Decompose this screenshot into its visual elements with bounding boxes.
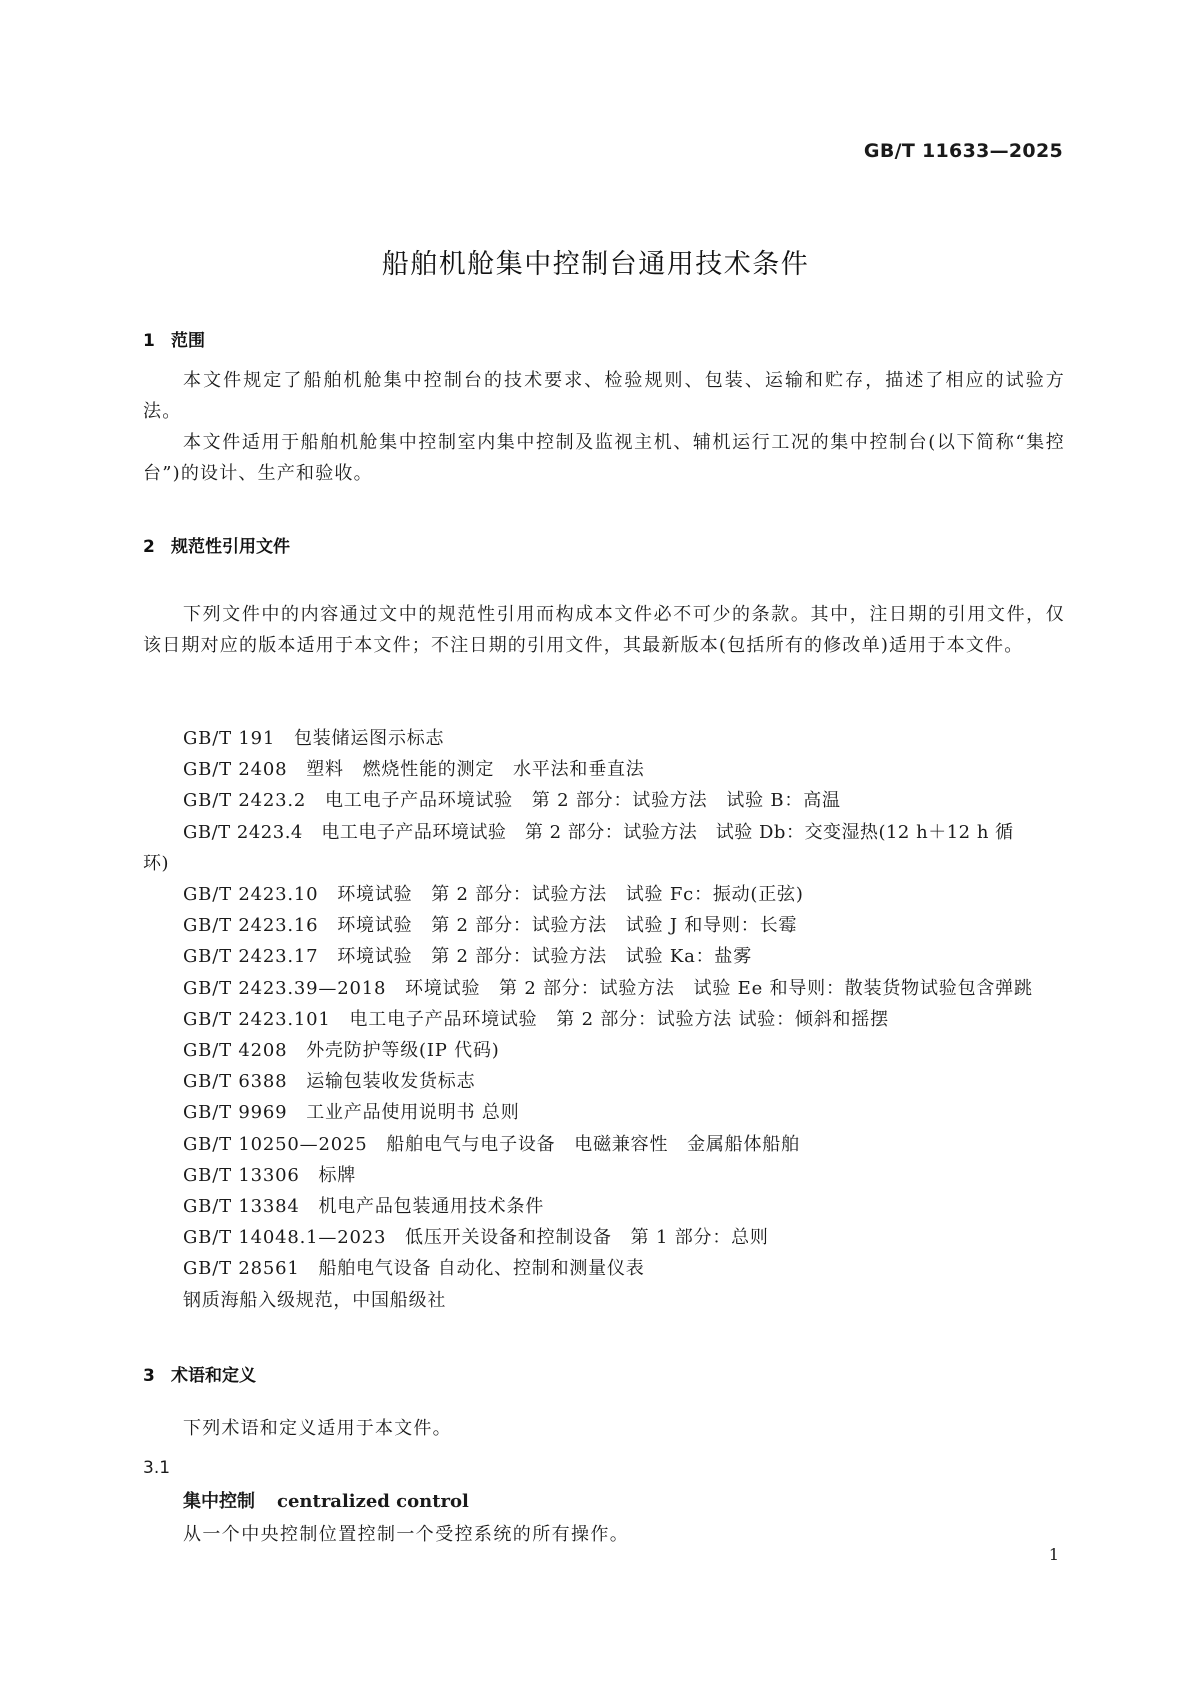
term-heading — [183, 1487, 469, 1513]
reference-item: GB/T 6388 运输包装收发货标志 — [183, 1071, 476, 1093]
term-definition: 从一个中央控制位置控制一个受控系统的所有操作。 — [183, 1524, 630, 1545]
reference-item: GB/T 2423.10 环境试验 第 2 部分：试验方法 试验 Fc：振动(正弦) — [183, 884, 804, 906]
paragraph: 下列术语和定义适用于本文件。 — [183, 1418, 452, 1439]
reference-item: GB/T 14048.1—2023 低压开关设备和控制设备 第 1 部分：总则 — [183, 1227, 769, 1249]
reference-item: GB/T 4208 外壳防护等级(IP 代码) — [183, 1040, 500, 1062]
standard-code: GB/T 11633—2025 — [863, 140, 1063, 162]
reference-item: GB/T 2423.17 环境试验 第 2 部分：试验方法 试验 Ka：盐雾 — [183, 946, 753, 968]
reference-item: 钢质海船入级规范，中国船级社 — [183, 1289, 447, 1311]
page-number: 1 — [1048, 1545, 1059, 1564]
paragraph: 本文件适用于船舶机舱集中控制室内集中控制及监视主机、辅机运行工况的集中控制台(以下简称“集控台”)的设计、生产和验收。 — [143, 432, 1065, 484]
section-title: 范围 — [171, 331, 205, 351]
reference-item: GB/T 2423.39—2018 环境试验 第 2 部分：试验方法 试验 Ee 和导则：散装货物试验包含弹跳 — [183, 977, 1033, 999]
reference-item: GB/T 13384 机电产品包装通用技术条件 — [183, 1196, 545, 1218]
reference-item — [143, 817, 1065, 879]
section-title: 规范性引用文件 — [171, 537, 290, 557]
reference-continuation: 环) — [143, 852, 170, 874]
section-title: 术语和定义 — [171, 1366, 256, 1386]
term-name-zh: 集中控制 — [183, 1491, 255, 1512]
reference-item: GB/T 10250—2025 船舶电气与电子设备 电磁兼容性 金属船体船舶 — [183, 1133, 800, 1155]
section-1-heading — [143, 326, 205, 351]
paragraph: 本文件规定了船舶机舱集中控制台的技术要求、检验规则、包装、运输和贮存，描述了相应的试验方法。 — [143, 370, 1065, 422]
section-number: 3 — [143, 1366, 155, 1386]
reference-text: GB/T 2423.4 电工电子产品环境试验 第 2 部分：试验方法 试验 Db：交变湿热(12 h＋12 h 循 — [183, 821, 1014, 843]
reference-item: GB/T 13306 标牌 — [183, 1164, 357, 1186]
document-title: 船舶机舱集中控制台通用技术条件 — [381, 249, 810, 280]
section-number: 2 — [143, 537, 155, 557]
reference-item: GB/T 2408 塑料 燃烧性能的测定 水平法和垂直法 — [183, 759, 645, 781]
reference-item: GB/T 28561 船舶电气设备 自动化、控制和测量仪表 — [183, 1258, 645, 1280]
section-number: 1 — [143, 331, 155, 351]
reference-item: GB/T 2423.2 电工电子产品环境试验 第 2 部分：试验方法 试验 B：高温 — [183, 790, 841, 812]
reference-item: GB/T 191 包装储运图示标志 — [183, 728, 445, 749]
paragraph: 下列文件中的内容通过文中的规范性引用而构成本文件必不可少的条款。其中，注日期的引用文件，仅该日期对应的版本适用于本文件；不注日期的引用文件，其最新版本(包括所有的修改单)适用于本文件。 — [143, 604, 1065, 656]
section-3-heading — [143, 1361, 256, 1386]
term-number: 3.1 — [143, 1458, 171, 1478]
term-name-en: centralized control — [277, 1491, 469, 1512]
normative-reference-list — [143, 723, 1065, 1316]
reference-item: GB/T 9969 工业产品使用说明书 总则 — [183, 1102, 520, 1124]
section-2-heading — [143, 532, 290, 557]
reference-item: GB/T 2423.101 电工电子产品环境试验 第 2 部分：试验方法 试验：倾斜和摇摆 — [183, 1008, 889, 1030]
reference-item: GB/T 2423.16 环境试验 第 2 部分：试验方法 试验 J 和导则：长霉 — [183, 915, 798, 937]
